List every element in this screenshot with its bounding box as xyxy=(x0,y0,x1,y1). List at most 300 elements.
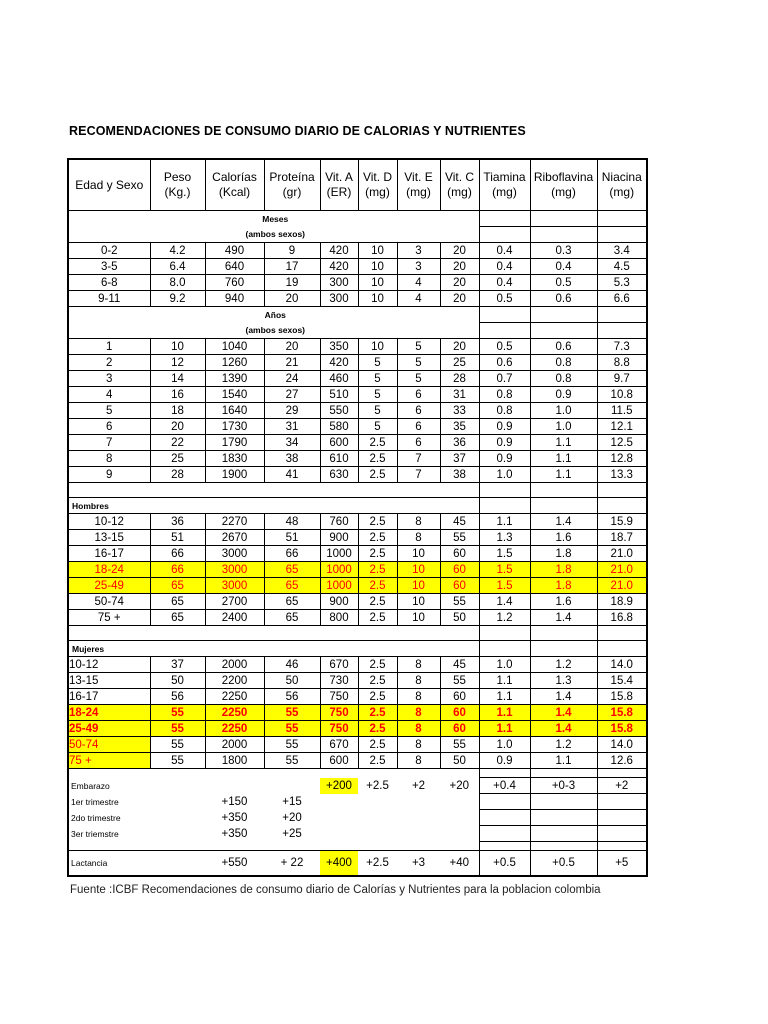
table-cell: 20 xyxy=(264,291,320,307)
table-cell: +20 xyxy=(449,779,469,792)
table-cell: 2.5 xyxy=(358,705,397,721)
table-cell: 10 xyxy=(150,339,205,355)
table-cell: 20 xyxy=(150,419,205,435)
table-cell xyxy=(264,778,320,794)
table-cell: 12.5 xyxy=(597,435,647,451)
table-cell: 10 xyxy=(397,562,440,578)
table-cell: +350 xyxy=(221,827,248,840)
table-cell: 37 xyxy=(440,451,479,467)
table-cell: 2000 xyxy=(205,657,264,673)
table-cell xyxy=(440,826,479,842)
table-cell: 1.0 xyxy=(479,737,530,753)
empty-cell xyxy=(597,641,647,657)
empty-cell xyxy=(597,323,647,339)
section-header xyxy=(68,211,647,227)
table-body xyxy=(68,159,647,876)
table-cell: 27 xyxy=(264,387,320,403)
empty-cell xyxy=(530,769,597,778)
table-cell: 1540 xyxy=(205,387,264,403)
table-cell: 1.1 xyxy=(479,721,530,737)
table-row xyxy=(68,419,647,435)
table-cell: 0.5 xyxy=(479,339,530,355)
table-cell: 0.9 xyxy=(479,419,530,435)
spacer-cell xyxy=(68,626,479,641)
empty-cell xyxy=(479,498,530,514)
table-cell: 55 xyxy=(150,721,205,737)
table-row xyxy=(68,546,647,562)
table-cell: 800 xyxy=(320,610,358,626)
table-cell: 6 xyxy=(68,419,150,435)
table-cell: 20 xyxy=(440,275,479,291)
table-cell xyxy=(150,778,205,794)
table-cell: 10 xyxy=(397,546,440,562)
table-cell: 50-74 xyxy=(68,737,150,753)
table-cell: 1.0 xyxy=(530,403,597,419)
spacer-row xyxy=(68,842,647,851)
table-cell xyxy=(440,810,479,826)
table-cell: 2.5 xyxy=(358,610,397,626)
empty-cell xyxy=(597,307,647,323)
source-note: Fuente :ICBF Recomendaciones de consumo diario de Calorías y Nutrientes para la poblacion colombia xyxy=(70,884,601,896)
table-cell: 5 xyxy=(358,371,397,387)
table-cell: 65 xyxy=(264,578,320,594)
table-cell: 15.8 xyxy=(597,721,647,737)
table-cell: 45 xyxy=(440,657,479,673)
table-cell: 15.8 xyxy=(597,705,647,721)
table-cell: 1.2 xyxy=(530,657,597,673)
table-cell: 5 xyxy=(397,339,440,355)
table-cell: +0.4 xyxy=(479,778,530,794)
table-cell: 2250 xyxy=(205,705,264,721)
section-label: Hombres xyxy=(68,498,479,514)
table-row xyxy=(68,387,647,403)
table-cell: 15.8 xyxy=(597,689,647,705)
table-cell: 1000 xyxy=(320,546,358,562)
column-header: Vit. D (mg) xyxy=(358,159,397,211)
table-cell: 2670 xyxy=(205,530,264,546)
column-header: Niacina (mg) xyxy=(597,159,647,211)
table-cell: 3000 xyxy=(205,578,264,594)
empty-cell xyxy=(479,323,530,339)
empty-cell xyxy=(530,842,597,851)
empty-cell xyxy=(530,307,597,323)
table-cell: 4 xyxy=(397,291,440,307)
table-cell: 34 xyxy=(264,435,320,451)
table-cell: 1000 xyxy=(320,578,358,594)
table-cell: 1.1 xyxy=(530,451,597,467)
table-cell: 6 xyxy=(397,435,440,451)
table-cell: 0.8 xyxy=(530,371,597,387)
table-cell: 6 xyxy=(397,403,440,419)
table-cell xyxy=(320,794,358,810)
table-cell: 66 xyxy=(150,546,205,562)
table-cell: 5 xyxy=(68,403,150,419)
table-cell: +550 xyxy=(205,851,264,877)
table-cell: 50 xyxy=(440,610,479,626)
table-cell xyxy=(150,810,205,826)
table-row xyxy=(68,753,647,769)
table-cell: 41 xyxy=(264,467,320,483)
table-cell: 21 xyxy=(264,355,320,371)
trimestre-row xyxy=(68,794,647,810)
table-row xyxy=(68,275,647,291)
table-cell: 630 xyxy=(320,467,358,483)
table-cell: 36 xyxy=(150,514,205,530)
table-cell: 2.5 xyxy=(358,562,397,578)
table-cell: 18.7 xyxy=(597,530,647,546)
table-cell: 510 xyxy=(320,387,358,403)
table-cell: 0.4 xyxy=(479,243,530,259)
table-cell: 0.4 xyxy=(479,259,530,275)
section-header xyxy=(68,307,647,323)
table-cell: 10 xyxy=(358,275,397,291)
table-cell: 2400 xyxy=(205,610,264,626)
row-label: 1er trimestre xyxy=(71,796,119,807)
table-cell: 1.3 xyxy=(479,530,530,546)
table-cell: 1.5 xyxy=(479,562,530,578)
table-row xyxy=(68,721,647,737)
table-cell: 8.0 xyxy=(150,275,205,291)
table-cell: +150 xyxy=(221,795,248,808)
table-cell xyxy=(479,826,530,842)
table-cell: 3 xyxy=(68,371,150,387)
table-cell: 5 xyxy=(358,419,397,435)
empty-cell xyxy=(479,483,530,498)
table-cell: 16-17 xyxy=(68,689,150,705)
table-cell: 0.9 xyxy=(479,451,530,467)
table-cell: 1.8 xyxy=(530,546,597,562)
table-cell: 350 xyxy=(320,339,358,355)
table-cell: 420 xyxy=(320,243,358,259)
table-cell: 14.0 xyxy=(597,737,647,753)
section-label: Meses xyxy=(68,211,479,227)
section-header xyxy=(68,227,647,243)
table-cell: 12.6 xyxy=(597,753,647,769)
table-cell: 1.8 xyxy=(530,562,597,578)
table-cell: 2.5 xyxy=(358,753,397,769)
empty-cell xyxy=(597,227,647,243)
table-cell: 66 xyxy=(150,562,205,578)
table-cell: 38 xyxy=(264,451,320,467)
table-row xyxy=(68,514,647,530)
table-cell: 18-24 xyxy=(68,562,150,578)
table-cell: 2.5 xyxy=(358,673,397,689)
table-cell: 65 xyxy=(150,610,205,626)
table-cell: 12.1 xyxy=(597,419,647,435)
table-cell: 760 xyxy=(205,275,264,291)
table-cell: 13-15 xyxy=(68,673,150,689)
row-label: 3er triemstre xyxy=(71,828,119,839)
table-cell: 670 xyxy=(320,737,358,753)
table-cell: 7.3 xyxy=(597,339,647,355)
table-cell: 1.4 xyxy=(479,594,530,610)
table-cell: 24 xyxy=(264,371,320,387)
table-row xyxy=(68,243,647,259)
table-cell: 75 + xyxy=(68,753,150,769)
table-cell: 0-2 xyxy=(68,243,150,259)
table-cell: 8 xyxy=(397,530,440,546)
empty-cell xyxy=(530,323,597,339)
table-cell xyxy=(530,810,597,826)
table-cell: 51 xyxy=(150,530,205,546)
table-cell: +25 xyxy=(282,827,302,840)
table-cell: 730 xyxy=(320,673,358,689)
table-cell: 1.4 xyxy=(530,514,597,530)
table-cell: 55 xyxy=(440,530,479,546)
table-cell: 2200 xyxy=(205,673,264,689)
table-row xyxy=(68,530,647,546)
table-cell: 6.4 xyxy=(150,259,205,275)
table-cell: 12 xyxy=(150,355,205,371)
table-cell: 22 xyxy=(150,435,205,451)
table-cell: 2.5 xyxy=(358,530,397,546)
table-cell: 55 xyxy=(150,753,205,769)
table-cell: 66 xyxy=(264,546,320,562)
table-cell: 1.4 xyxy=(530,721,597,737)
table-cell: 1.0 xyxy=(479,467,530,483)
table-cell: 31 xyxy=(264,419,320,435)
table-cell: 12.8 xyxy=(597,451,647,467)
column-header: Vit. C (mg) xyxy=(440,159,479,211)
table-cell: 13.3 xyxy=(597,467,647,483)
table-cell: 8 xyxy=(68,451,150,467)
table-cell: 15.4 xyxy=(597,673,647,689)
table-cell: 1.1 xyxy=(479,705,530,721)
table-cell: 2.5 xyxy=(358,435,397,451)
empty-cell xyxy=(597,498,647,514)
table-row xyxy=(68,339,647,355)
table-row xyxy=(68,578,647,594)
table-cell: 1.1 xyxy=(530,467,597,483)
table-cell xyxy=(205,778,264,794)
table-cell: 1.2 xyxy=(530,737,597,753)
table-cell: 18 xyxy=(150,403,205,419)
table-cell: 5 xyxy=(358,403,397,419)
section-header xyxy=(68,323,647,339)
table-cell: 2.5 xyxy=(358,467,397,483)
table-cell: 8 xyxy=(397,657,440,673)
table-cell: 2270 xyxy=(205,514,264,530)
table-cell: 55 xyxy=(440,594,479,610)
table-cell: 14 xyxy=(150,371,205,387)
table-cell: 16 xyxy=(150,387,205,403)
table-cell: 4.2 xyxy=(150,243,205,259)
table-cell xyxy=(397,794,440,810)
table-cell: 7 xyxy=(68,435,150,451)
table-cell: 4 xyxy=(397,275,440,291)
table-cell: 1.4 xyxy=(530,689,597,705)
empty-cell xyxy=(530,227,597,243)
table-cell: 1.0 xyxy=(530,419,597,435)
empty-cell xyxy=(479,626,530,641)
table-cell xyxy=(358,810,397,826)
section-label: Años xyxy=(68,307,479,323)
table-cell: 750 xyxy=(320,689,358,705)
table-cell: 1.1 xyxy=(479,673,530,689)
table-cell xyxy=(358,794,397,810)
table-row xyxy=(68,562,647,578)
empty-cell xyxy=(597,626,647,641)
table-cell: 60 xyxy=(440,705,479,721)
table-cell: +5 xyxy=(597,851,647,877)
table-cell: 55 xyxy=(150,737,205,753)
table-cell: 60 xyxy=(440,562,479,578)
spacer-row xyxy=(68,769,647,778)
table-cell: 65 xyxy=(264,610,320,626)
table-cell: 55 xyxy=(264,721,320,737)
table-cell: 21.0 xyxy=(597,578,647,594)
table-cell: 56 xyxy=(264,689,320,705)
table-row xyxy=(68,689,647,705)
table-cell: 460 xyxy=(320,371,358,387)
table-cell: 4 xyxy=(68,387,150,403)
table-cell xyxy=(440,794,479,810)
table-row xyxy=(68,737,647,753)
table-cell: 6-8 xyxy=(68,275,150,291)
table-cell: 9-11 xyxy=(68,291,150,307)
table-cell: 10.8 xyxy=(597,387,647,403)
table-cell: 1640 xyxy=(205,403,264,419)
table-cell: 7 xyxy=(397,451,440,467)
table-cell: 15.9 xyxy=(597,514,647,530)
table-cell: 20 xyxy=(440,243,479,259)
table-cell: 1040 xyxy=(205,339,264,355)
table-cell: 20 xyxy=(440,339,479,355)
table-cell: 25 xyxy=(150,451,205,467)
table-cell: 0.6 xyxy=(530,339,597,355)
table-cell: 0.9 xyxy=(479,753,530,769)
table-cell: 300 xyxy=(320,275,358,291)
table-cell: 35 xyxy=(440,419,479,435)
section-label: (ambos sexos) xyxy=(68,227,479,243)
table-cell: 5 xyxy=(397,355,440,371)
section-label: Mujeres xyxy=(68,641,479,657)
table-row xyxy=(68,403,647,419)
table-cell: 2.5 xyxy=(358,514,397,530)
table-cell: 420 xyxy=(320,259,358,275)
column-header: Vit. E (mg) xyxy=(397,159,440,211)
table-cell: 3 xyxy=(397,243,440,259)
table-cell: 2000 xyxy=(205,737,264,753)
table-cell: 20 xyxy=(440,259,479,275)
table-cell: +2.5 xyxy=(366,779,389,792)
table-cell xyxy=(597,794,647,810)
table-cell: 10-12 xyxy=(68,657,150,673)
table-cell: 900 xyxy=(320,530,358,546)
table-cell: +20 xyxy=(282,811,302,824)
table-cell: 60 xyxy=(440,689,479,705)
table-cell: 1.3 xyxy=(530,673,597,689)
table-cell: +2 xyxy=(597,778,647,794)
table-cell xyxy=(320,810,358,826)
table-cell: 2 xyxy=(68,355,150,371)
table-row xyxy=(68,594,647,610)
spacer-row xyxy=(68,483,647,498)
table-cell: 7 xyxy=(397,467,440,483)
table-cell: 1.5 xyxy=(479,578,530,594)
column-header: Proteína (gr) xyxy=(264,159,320,211)
table-cell xyxy=(479,810,530,826)
table-cell: 2700 xyxy=(205,594,264,610)
table-cell: 2.5 xyxy=(358,657,397,673)
table-row xyxy=(68,259,647,275)
table-cell: 37 xyxy=(150,657,205,673)
table-cell: 1.8 xyxy=(530,578,597,594)
table-cell: 13-15 xyxy=(68,530,150,546)
table-cell: 10 xyxy=(358,259,397,275)
row-label: 2do trimestre xyxy=(71,812,121,823)
table-cell: 20 xyxy=(264,339,320,355)
table-cell: 10 xyxy=(358,243,397,259)
table-cell: 490 xyxy=(205,243,264,259)
spacer-cell xyxy=(68,842,479,851)
spacer-row xyxy=(68,626,647,641)
spacer-cell xyxy=(68,483,479,498)
table-cell: 3-5 xyxy=(68,259,150,275)
table-cell: + 22 xyxy=(264,851,320,877)
table-cell: 5 xyxy=(358,387,397,403)
table-cell: 1.1 xyxy=(479,689,530,705)
table-cell: 28 xyxy=(150,467,205,483)
table-cell xyxy=(397,826,440,842)
table-cell: +3 xyxy=(397,851,440,877)
table-row xyxy=(68,657,647,673)
table-cell: 2.5 xyxy=(358,689,397,705)
table-cell: 3 xyxy=(397,259,440,275)
row-label: Lactancia xyxy=(68,851,150,877)
table-cell: 1.1 xyxy=(479,514,530,530)
table-cell: 300 xyxy=(320,291,358,307)
table-row xyxy=(68,705,647,721)
table-cell: 1260 xyxy=(205,355,264,371)
table-cell: +2.5 xyxy=(358,851,397,877)
table-row xyxy=(68,435,647,451)
column-header: Edad y Sexo xyxy=(68,159,150,211)
table-cell: 33 xyxy=(440,403,479,419)
table-cell: 600 xyxy=(320,435,358,451)
table-cell: 25 xyxy=(440,355,479,371)
table-cell: 8 xyxy=(397,673,440,689)
table-cell: 610 xyxy=(320,451,358,467)
table-cell: 55 xyxy=(264,705,320,721)
table-cell: 19 xyxy=(264,275,320,291)
table-cell: 10-12 xyxy=(68,514,150,530)
table-cell: 0.8 xyxy=(479,403,530,419)
table-cell: 1.1 xyxy=(530,753,597,769)
table-cell: 1.0 xyxy=(479,657,530,673)
table-cell: 1000 xyxy=(320,562,358,578)
row-label: Embarazo xyxy=(71,780,110,791)
column-header: Calorías (Kcal) xyxy=(205,159,264,211)
table-cell: 18-24 xyxy=(68,705,150,721)
table-cell: 2250 xyxy=(205,689,264,705)
trimestre-row xyxy=(68,826,647,842)
empty-cell xyxy=(479,211,530,227)
table-cell: 2.5 xyxy=(358,578,397,594)
table-cell: +350 xyxy=(221,811,248,824)
table-cell: 2.5 xyxy=(358,546,397,562)
table-cell: 750 xyxy=(320,705,358,721)
spacer-cell xyxy=(68,769,479,778)
table-cell: 8 xyxy=(397,753,440,769)
empty-cell xyxy=(597,769,647,778)
table-cell: 0.7 xyxy=(479,371,530,387)
table-cell xyxy=(597,810,647,826)
table-cell: 8 xyxy=(397,514,440,530)
table-cell: 10 xyxy=(358,339,397,355)
nutrient-table xyxy=(67,158,648,877)
empty-cell xyxy=(479,641,530,657)
